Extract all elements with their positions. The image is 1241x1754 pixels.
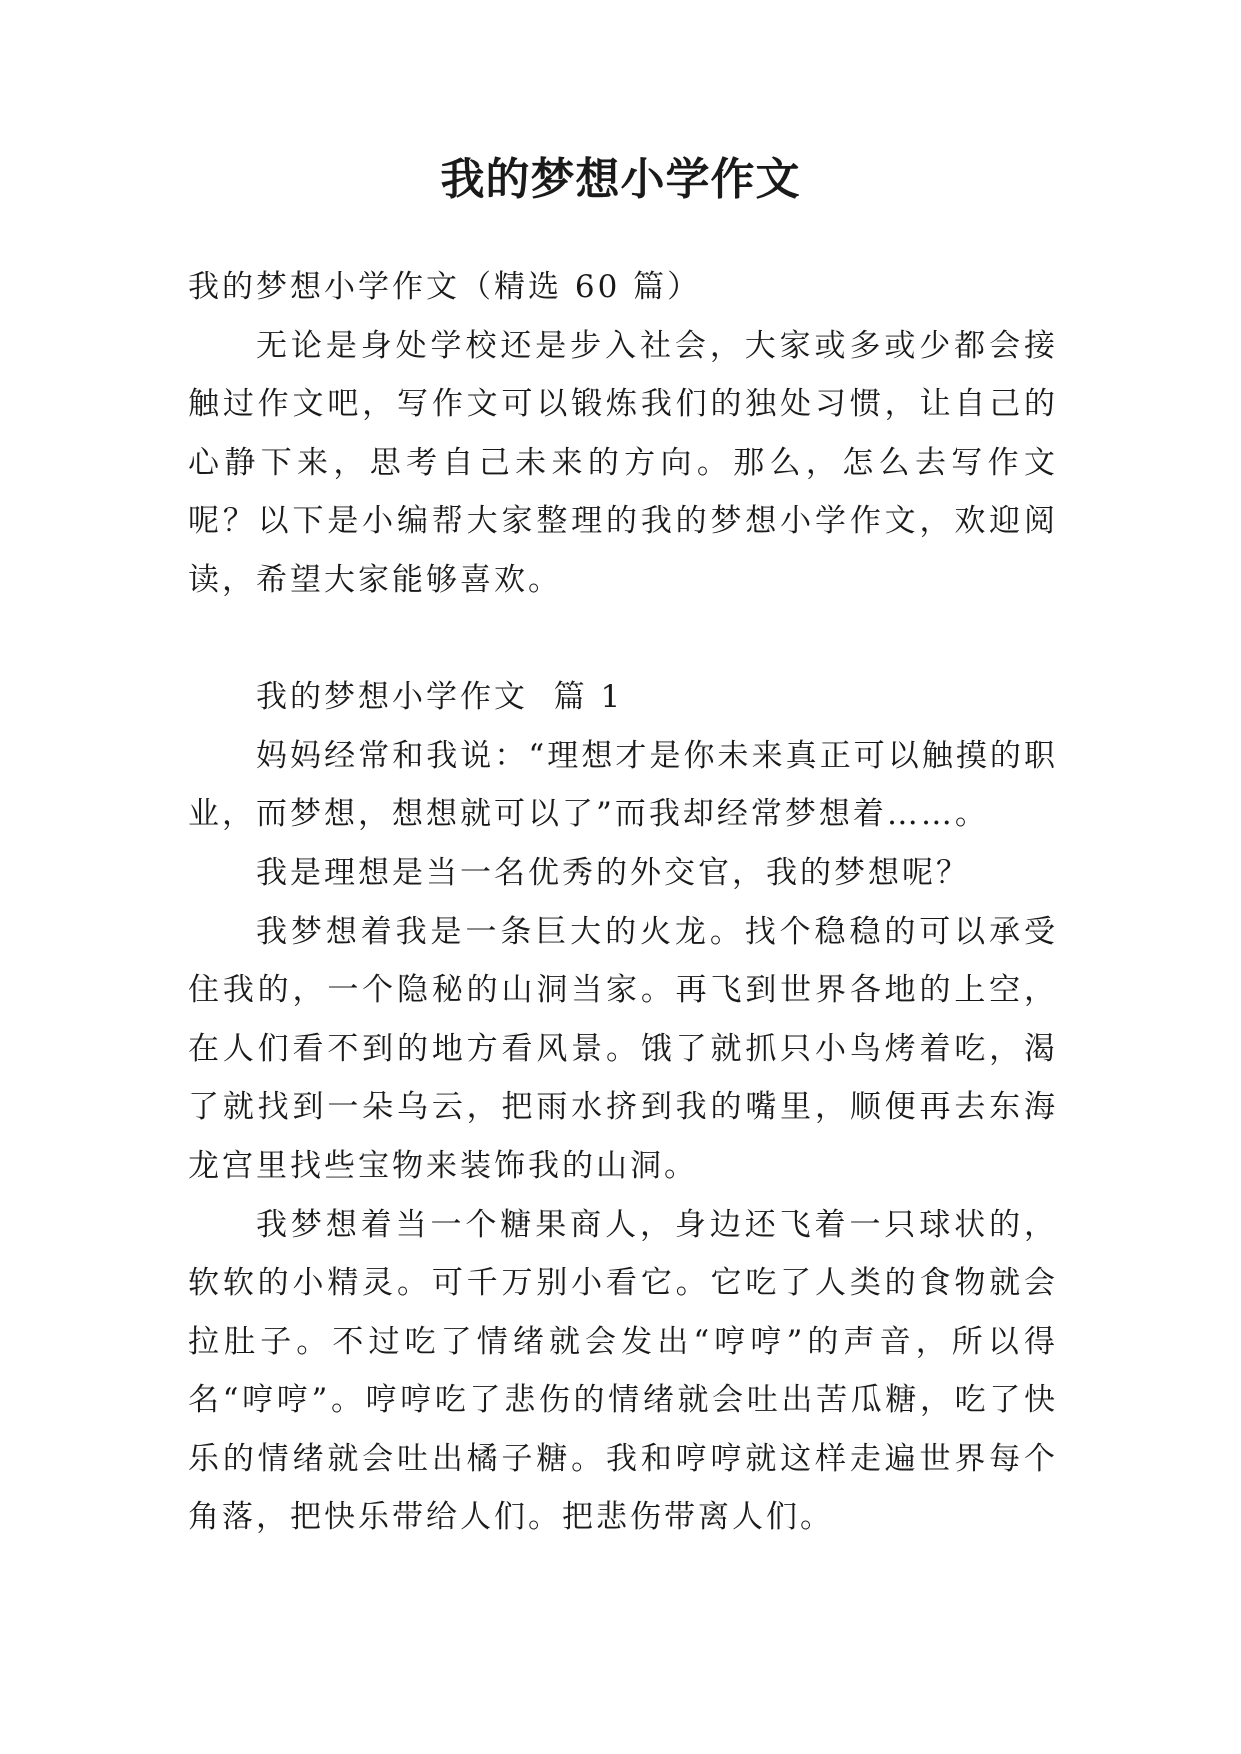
section-spacer (188, 610, 1058, 669)
body-paragraph: 我梦想着当一个糖果商人，身边还飞着一只球状的，软软的小精灵。可千万别小看它。它吃了人类的食物就会拉肚子。不过吃了情绪就会发出“哼哼”的声音，所以得名“哼哼”。哼哼吃了悲伤的情绪就会吐出苦瓜糖，吃了快乐的情绪就会吐出橘子糖。我和哼哼就这样走遍世界每个角落，把快乐带给人们。把悲伤带离人们。 (188, 1206, 1058, 1536)
body-paragraph: 我梦想着我是一条巨大的火龙。找个稳稳的可以承受住我的，一个隐秘的山洞当家。再飞到世界各地的上空，在人们看不到的地方看风景。饿了就抓只小鸟烤着吃，渴了就找到一朵乌云，把雨水挤到我的嘴里，顺便再去东海龙宫里找些宝物来装饰我的山洞。 (188, 913, 1058, 1184)
section-heading: 我的梦想小学作文 篇 1 (256, 679, 624, 716)
body-paragraph: 妈妈经常和我说：“理想才是你未来真正可以触摸的职业，而梦想，想想就可以了”而我却经常梦想着……。 (188, 737, 1058, 833)
intro-paragraph: 无论是身处学校还是步入社会，大家或多或少都会接触过作文吧，写作文可以锻炼我们的独处习惯，让自己的心静下来，思考自己未来的方向。那么，怎么去写作文呢？以下是小编帮大家整理的我的梦想小学作文，欢迎阅读，希望大家能够喜欢。 (188, 327, 1058, 598)
body-paragraph: 我是理想是当一名优秀的外交官，我的梦想呢？ (256, 854, 970, 891)
document-title: 我的梦想小学作文 (440, 154, 801, 205)
document-body (188, 258, 1058, 1547)
document-subtitle: 我的梦想小学作文（精选 60 篇） (188, 269, 702, 305)
